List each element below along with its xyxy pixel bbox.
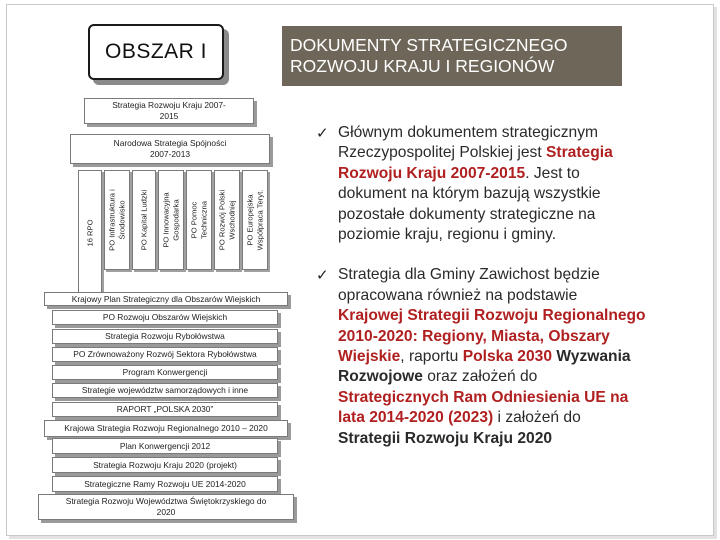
checkmark-icon: ✓ bbox=[316, 124, 329, 142]
bullet-item-1: ✓ Głównym dokumentem strategicznym Rzeczypospolitej Polskiej jest Strategia Rozwoju Kraju 2007-2015. Jest to dokument na którym bazują wszystkie pozostałe dokumenty strategiczne na poziomie kraju, regionu i gminy. bbox=[316, 124, 613, 244]
column-po-infrastruktura: PO Infrastruktura i Środowisko bbox=[104, 170, 130, 270]
box-program-konwergencji: Program Konwergencji bbox=[52, 365, 278, 380]
box-strategia-rozwoju-kraju-2020: Strategia Rozwoju Kraju 2020 (projekt) bbox=[52, 457, 278, 473]
column-po-rozwoj-polski-wschodniej: PO Rozwój Polski Wschodniej bbox=[214, 170, 240, 270]
highlight-krajowa-strategia: Krajowej Strategii Rozwoju Regionalnego 2010-2020: Regiony, Miasta, Obszary Wiejskie bbox=[338, 307, 646, 366]
box-po-zrownowazony-rozwoj-rybolowstwa: PO Zrównoważony Rozwój Sektora Rybołówstwa bbox=[52, 347, 278, 362]
box-strategie-wojewodztw: Strategie województw samorządowych i inne bbox=[52, 383, 278, 398]
column-po-innowacyjna: PO Innowacyjna Gospodarka bbox=[158, 170, 184, 270]
box-strategia-wojewodztwa-swietokrzyskiego: Strategia Rozwoju Województwa Świętokrzyskiego do 2020 bbox=[38, 494, 294, 520]
bullet-list bbox=[316, 123, 646, 469]
box-narodowa-strategia-spojnosci: Narodowa Strategia Spójności 2007-2013 bbox=[70, 134, 270, 164]
title-banner bbox=[282, 26, 622, 86]
obszar-label-box bbox=[88, 24, 224, 80]
box-strategia-rozwoju-kraju: Strategia Rozwoju Kraju 2007- 2015 bbox=[84, 98, 254, 124]
strategy-diagram bbox=[30, 96, 300, 524]
box-strategiczne-ramy-rozwoju-ue: Strategiczne Ramy Rozwoju UE 2014-2020 bbox=[52, 476, 278, 492]
column-po-kapital-ludzki: PO Kapitał Ludzki bbox=[132, 170, 156, 270]
title-line-1: DOKUMENTY STRATEGICZNEGO bbox=[290, 35, 568, 55]
box-krajowa-strategia-rozwoju-regionalnego: Krajowa Strategia Rozwoju Regionalnego 2010 – 2020 bbox=[44, 420, 288, 437]
box-krajowy-plan-strategiczny: Krajowy Plan Strategiczny dla Obszarów Wiejskich bbox=[44, 292, 288, 306]
checkmark-icon: ✓ bbox=[316, 266, 329, 285]
box-po-rozwoju-obszarow-wiejskich: PO Rozwoju Obszarów Wiejskich bbox=[52, 310, 278, 325]
obszar-label: OBSZAR I bbox=[104, 40, 208, 63]
column-16-rpo: 16 RPO bbox=[78, 170, 102, 296]
highlight-polska-2030: Polska 2030 bbox=[462, 348, 552, 366]
title-line-2: ROZWOJU KRAJU I REGIONÓW bbox=[290, 56, 555, 76]
highlight-strategiczne-ramy: Strategicznych Ram Odniesienia UE na lata 2014-2020 (2023) bbox=[338, 388, 629, 427]
box-strategia-rozwoju-rybolowstwa: Strategia Rozwoju Rybołówstwa bbox=[52, 329, 278, 344]
column-po-pomoc-techniczna: PO Pomoc Techniczna bbox=[186, 170, 212, 270]
highlight-strategia-2007-2015: Strategia Rozwoju Kraju 2007-2015 bbox=[338, 144, 613, 182]
bold-strategia-2020: Strategii Rozwoju Kraju 2020 bbox=[338, 429, 553, 447]
column-po-europejska-wspolpraca: PO Europejska Współpraca Teryt. bbox=[242, 170, 268, 270]
bullet-item-2: ✓ Strategia dla Gminy Zawichost będzie opracowana również na podstawie Krajowej Strategii Rozwoju Regionalnego 2010-2020: Regiony, Miasta, Obszary Wiejskie, raportu Polska 2030 Wyzwania Rozwojowe oraz założeń do Strategicznych Ram Odniesienia UE na lata 2014-2020 (2023) i założeń do Strategii Rozwoju Kraju 2020 bbox=[316, 266, 646, 447]
box-raport-polska-2030: RAPORT „POLSKA 2030” bbox=[52, 402, 278, 417]
box-plan-konwergencji-2012: Plan Konwergencji 2012 bbox=[52, 438, 278, 454]
